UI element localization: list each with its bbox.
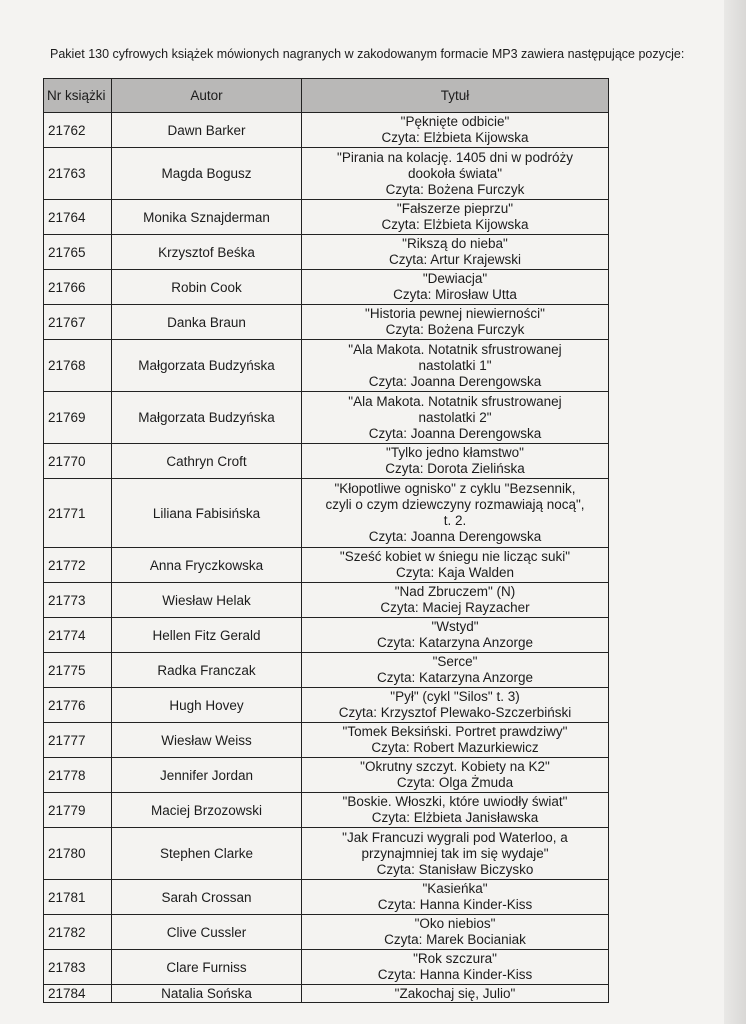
title-line: "Tomek Beksiński. Portret prawdziwy" bbox=[342, 724, 568, 739]
title-cell bbox=[302, 793, 609, 828]
book-number: 21782 bbox=[44, 915, 112, 950]
title-line: "Dewiacja" bbox=[422, 271, 488, 286]
author-name: Jennifer Jordan bbox=[112, 758, 302, 793]
author-name: Wiesław Helak bbox=[112, 583, 302, 618]
author-name: Magda Bogusz bbox=[112, 148, 302, 200]
title-cell bbox=[302, 148, 609, 200]
book-number: 21768 bbox=[44, 340, 112, 392]
reader-line: Czyta: Dorota Zielińska bbox=[385, 461, 525, 476]
author-name: Dawn Barker bbox=[112, 113, 302, 148]
book-number: 21773 bbox=[44, 583, 112, 618]
reader-line: Czyta: Mirosław Utta bbox=[393, 287, 517, 302]
title-line: "Ala Makota. Notatnik sfrustrowanej bbox=[348, 393, 562, 409]
reader-line: Czyta: Bożena Furczyk bbox=[385, 181, 525, 197]
book-number: 21762 bbox=[44, 113, 112, 148]
author-name: Clare Furniss bbox=[112, 950, 302, 985]
author-name: Stephen Clarke bbox=[112, 828, 302, 880]
title-cell bbox=[302, 444, 609, 479]
author-name: Cathryn Croft bbox=[112, 444, 302, 479]
title-line: "Rikszą do nieba" bbox=[402, 236, 508, 251]
author-name: Radka Franczak bbox=[112, 653, 302, 688]
table-row bbox=[44, 758, 609, 793]
table-row bbox=[44, 479, 609, 548]
reader-line: Czyta: Stanisław Biczysko bbox=[376, 861, 534, 877]
book-number: 21764 bbox=[44, 200, 112, 235]
title-cell bbox=[302, 915, 609, 950]
book-number: 21780 bbox=[44, 828, 112, 880]
title-line: "Pył" (cykl "Silos" t. 3) bbox=[390, 689, 520, 704]
table-row bbox=[44, 985, 609, 1003]
book-number: 21781 bbox=[44, 880, 112, 915]
reader-line: Czyta: Elżbieta Janisławska bbox=[371, 810, 539, 825]
book-number: 21775 bbox=[44, 653, 112, 688]
table-row bbox=[44, 340, 609, 392]
title-line: "Zakochaj się, Julio" bbox=[394, 985, 516, 1001]
title-line: "Fałszerze pieprzu" bbox=[396, 201, 514, 216]
author-name: Wiesław Weiss bbox=[112, 723, 302, 758]
title-line: "Historia pewnej niewierności" bbox=[365, 306, 545, 321]
title-line: "Sześć kobiet w śniegu nie licząc suki" bbox=[339, 549, 571, 564]
reader-line: Czyta: Kaja Walden bbox=[395, 565, 515, 580]
title-cell bbox=[302, 618, 609, 653]
book-number: 21765 bbox=[44, 235, 112, 270]
title-line: "Pęknięte odbicie" bbox=[400, 114, 510, 129]
reader-line: Czyta: Joanna Derengowska bbox=[368, 529, 542, 544]
author-name: Clive Cussler bbox=[112, 915, 302, 950]
title-line: "Nad Zbruczem" (N) bbox=[394, 584, 516, 599]
title-cell bbox=[302, 723, 609, 758]
intro-text: Pakiet 130 cyfrowych książek mówionych nagranych w zakodowanym formacie MP3 zawiera następujące pozycje: bbox=[50, 47, 685, 61]
book-number: 21769 bbox=[44, 392, 112, 444]
title-line: t. 2. bbox=[443, 513, 467, 528]
book-number: 21774 bbox=[44, 618, 112, 653]
header-nr: Nr książki bbox=[44, 79, 112, 113]
reader-line: Czyta: Olga Żmuda bbox=[396, 775, 514, 790]
author-name: Natalia Sońska bbox=[112, 985, 302, 1003]
book-number: 21779 bbox=[44, 793, 112, 828]
table-row bbox=[44, 618, 609, 653]
title-cell bbox=[302, 688, 609, 723]
title-line: "Pirania na kolację. 1405 dni w podróży bbox=[337, 149, 573, 165]
author-name: Danka Braun bbox=[112, 305, 302, 340]
title-line: "Oko niebios" bbox=[414, 916, 496, 931]
title-cell bbox=[302, 985, 609, 1003]
table-row bbox=[44, 444, 609, 479]
title-line: "Kłopotliwe ognisko" z cyklu "Bezsennik, bbox=[334, 481, 576, 496]
table-row bbox=[44, 793, 609, 828]
table-row bbox=[44, 950, 609, 985]
table-row bbox=[44, 880, 609, 915]
table-row bbox=[44, 305, 609, 340]
page-edge bbox=[724, 0, 746, 1024]
book-number: 21783 bbox=[44, 950, 112, 985]
table-row bbox=[44, 583, 609, 618]
table-body bbox=[44, 113, 609, 1003]
author-name: Liliana Fabisińska bbox=[112, 479, 302, 548]
title-line: "Jak Francuzi wygrali pod Waterloo, a bbox=[342, 829, 568, 845]
table-row bbox=[44, 828, 609, 880]
title-line: "Tylko jedno kłamstwo" bbox=[386, 445, 524, 460]
title-cell bbox=[302, 548, 609, 583]
title-line: dookoła świata" bbox=[407, 165, 503, 181]
author-name: Krzysztof Beśka bbox=[112, 235, 302, 270]
title-cell bbox=[302, 479, 609, 548]
table-row bbox=[44, 200, 609, 235]
author-name: Małgorzata Budzyńska bbox=[112, 392, 302, 444]
book-table bbox=[43, 78, 609, 1003]
reader-line: Czyta: Artur Krajewski bbox=[388, 252, 522, 267]
table-row bbox=[44, 548, 609, 583]
book-number: 21766 bbox=[44, 270, 112, 305]
title-line: "Serce" bbox=[432, 654, 478, 669]
table-header-row bbox=[44, 79, 609, 113]
title-cell bbox=[302, 828, 609, 880]
reader-line: Czyta: Joanna Derengowska bbox=[368, 373, 542, 389]
author-name: Maciej Brzozowski bbox=[112, 793, 302, 828]
reader-line: Czyta: Marek Bocianiak bbox=[384, 932, 526, 947]
title-line: "Ala Makota. Notatnik sfrustrowanej bbox=[348, 341, 562, 357]
table-row bbox=[44, 915, 609, 950]
title-line: "Wstyd" bbox=[431, 619, 479, 634]
title-line: nastolatki 2" bbox=[418, 409, 492, 425]
title-line: "Rok szczura" bbox=[413, 951, 497, 966]
reader-line: Czyta: Joanna Derengowska bbox=[368, 425, 542, 441]
book-number: 21776 bbox=[44, 688, 112, 723]
title-line: czyli o czym dziewczyny rozmawiają nocą", bbox=[325, 497, 585, 512]
reader-line: Czyta: Hanna Kinder-Kiss bbox=[377, 967, 533, 982]
table-row bbox=[44, 723, 609, 758]
reader-line: Czyta: Maciej Rayzacher bbox=[380, 600, 530, 615]
reader-line: Czyta: Robert Mazurkiewicz bbox=[371, 740, 539, 755]
book-number: 21767 bbox=[44, 305, 112, 340]
table-row bbox=[44, 113, 609, 148]
table-row bbox=[44, 392, 609, 444]
title-cell bbox=[302, 653, 609, 688]
reader-line: Czyta: Krzysztof Plewako-Szczerbiński bbox=[338, 705, 572, 720]
author-name: Hugh Hovey bbox=[112, 688, 302, 723]
author-name: Hellen Fitz Gerald bbox=[112, 618, 302, 653]
title-line: przynajmniej tak im się wydaje" bbox=[361, 845, 549, 861]
title-cell bbox=[302, 340, 609, 392]
author-name: Sarah Crossan bbox=[112, 880, 302, 915]
author-name: Anna Fryczkowska bbox=[112, 548, 302, 583]
title-line: "Kasieńka" bbox=[422, 881, 488, 896]
table-row bbox=[44, 148, 609, 200]
title-cell bbox=[302, 305, 609, 340]
title-cell bbox=[302, 200, 609, 235]
title-cell bbox=[302, 270, 609, 305]
title-line: nastolatki 1" bbox=[418, 357, 492, 373]
table-row bbox=[44, 270, 609, 305]
title-cell bbox=[302, 235, 609, 270]
reader-line: Czyta: Katarzyna Anzorge bbox=[376, 670, 534, 685]
header-author: Autor bbox=[112, 79, 302, 113]
author-name: Robin Cook bbox=[112, 270, 302, 305]
title-cell bbox=[302, 758, 609, 793]
author-name: Małgorzata Budzyńska bbox=[112, 340, 302, 392]
table-row bbox=[44, 653, 609, 688]
reader-line: Czyta: Hanna Kinder-Kiss bbox=[377, 897, 533, 912]
reader-line: Czyta: Elżbieta Kijowska bbox=[381, 217, 529, 232]
author-name: Monika Sznajderman bbox=[112, 200, 302, 235]
title-cell bbox=[302, 583, 609, 618]
title-cell bbox=[302, 113, 609, 148]
reader-line: Czyta: Katarzyna Anzorge bbox=[376, 635, 534, 650]
book-number: 21772 bbox=[44, 548, 112, 583]
book-number: 21763 bbox=[44, 148, 112, 200]
title-line: "Okrutny szczyt. Kobiety na K2" bbox=[360, 759, 550, 774]
book-number: 21770 bbox=[44, 444, 112, 479]
table-row bbox=[44, 688, 609, 723]
book-number: 21778 bbox=[44, 758, 112, 793]
title-cell bbox=[302, 950, 609, 985]
reader-line: Czyta: Bożena Furczyk bbox=[385, 322, 525, 337]
book-number: 21777 bbox=[44, 723, 112, 758]
book-number: 21771 bbox=[44, 479, 112, 548]
title-cell bbox=[302, 392, 609, 444]
reader-line: Czyta: Elżbieta Kijowska bbox=[381, 130, 529, 145]
table-row bbox=[44, 235, 609, 270]
header-title: Tytuł bbox=[302, 79, 609, 113]
book-number: 21784 bbox=[44, 985, 112, 1003]
title-line: "Boskie. Włoszki, które uwiodły świat" bbox=[342, 794, 568, 809]
title-cell bbox=[302, 880, 609, 915]
